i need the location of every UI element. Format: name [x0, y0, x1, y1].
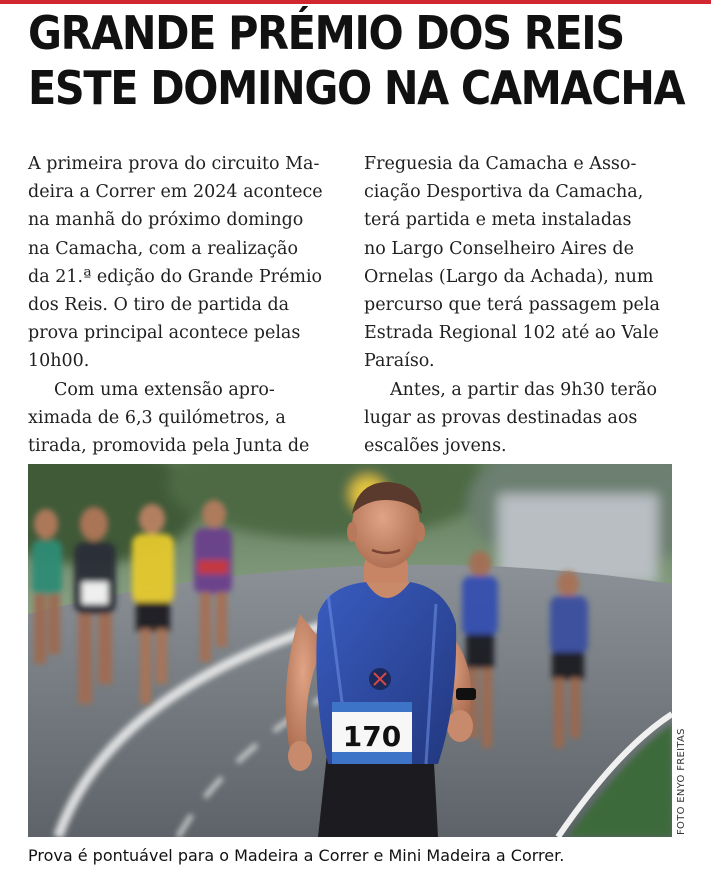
body-text-line: Ornelas (Largo da Achada), num	[364, 266, 654, 287]
body-column-right	[364, 150, 682, 460]
body-text-line: da 21.ª edição do Grande Prémio	[28, 266, 323, 287]
body-text-line: deira a Correr em 2024 acontece	[28, 182, 323, 203]
body-text-line: escalões jovens.	[364, 436, 507, 457]
body-text-line: ciação Desportiva da Camacha,	[364, 182, 644, 203]
body-text-line: prova principal acontece pelas	[28, 323, 301, 344]
body-text-line: no Largo Conselheiro Aires de	[364, 238, 634, 259]
body-text-line: dos Reis. O tiro de partida da	[28, 295, 290, 316]
body-text-line: lugar as provas destinadas aos	[364, 407, 638, 428]
article-photo	[28, 464, 672, 837]
body-text-line: A primeira prova do circuito Ma-	[28, 154, 320, 174]
runner-photo-illustration	[28, 464, 672, 837]
body-text-line: tirada, promovida pela Junta de	[28, 436, 310, 457]
body-text-line: terá partida e meta instaladas	[364, 210, 632, 231]
body-text-line: Paraíso.	[364, 351, 435, 372]
photo-caption: Prova é pontuável para o Madeira a Correr e Mini Madeira a Correr.	[28, 846, 565, 865]
body-text-line: Estrada Regional 102 até ao Vale	[364, 323, 659, 344]
headline-line-2: ESTE DOMINGO NA CAMACHA	[28, 61, 685, 115]
body-text-line: 10h00.	[28, 351, 90, 372]
photo-credit: FOTO ENYO FREITAS	[676, 728, 687, 835]
body-text-line: na manhã do próximo domingo	[28, 210, 304, 231]
body-text-line: percurso que terá passagem pela	[364, 295, 660, 316]
body-text-line: na Camacha, com a realização	[28, 238, 299, 259]
body-text-line: Com uma extensão apro-	[54, 379, 275, 400]
article-headline	[28, 6, 685, 116]
body-text-line: ximada de 6,3 quilómetros, a	[28, 407, 286, 428]
body-text-line: Freguesia da Camacha e Asso-	[364, 154, 637, 174]
headline-line-1: GRANDE PRÉMIO DOS REIS	[28, 6, 624, 60]
body-column-left	[28, 150, 346, 460]
top-accent-rule	[0, 0, 711, 4]
body-text-line: Antes, a partir das 9h30 terão	[390, 379, 658, 400]
bib-number: 170	[342, 720, 402, 753]
